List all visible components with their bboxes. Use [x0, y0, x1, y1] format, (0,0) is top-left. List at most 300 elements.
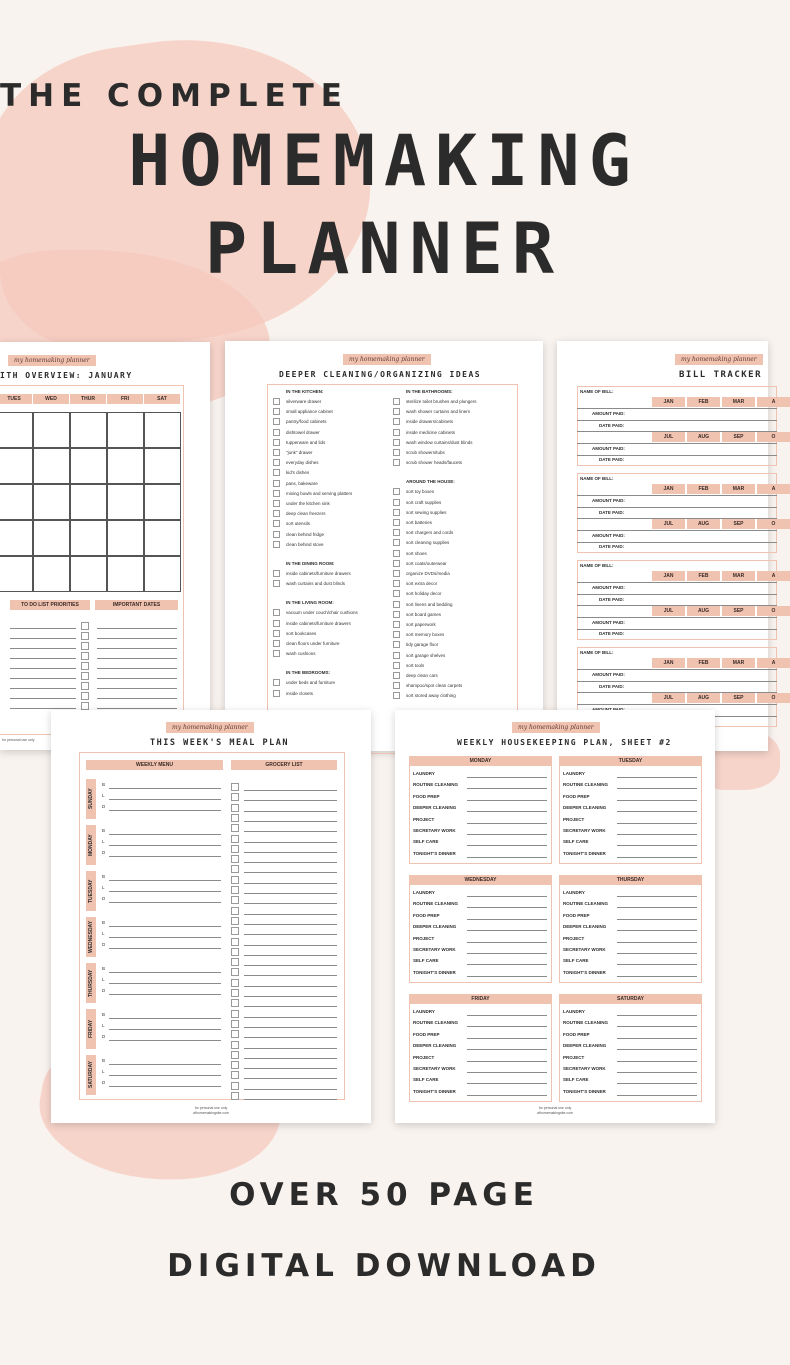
month-header: JAN	[652, 658, 685, 668]
task-label: FOOD PREP	[413, 793, 440, 799]
task-line	[617, 976, 697, 977]
day-header: MONDAY	[409, 756, 552, 766]
grocery-line	[244, 842, 337, 843]
task-label: SECRETARY WORK	[563, 1066, 606, 1071]
meal-day-label: SATURDAY	[86, 1055, 96, 1095]
task-label: SELF CARE	[413, 839, 439, 845]
checkbox	[273, 429, 280, 436]
task-line	[467, 907, 547, 908]
task-line	[617, 777, 697, 778]
date-label: DATE PAID:	[599, 684, 625, 689]
meal-day-label: FRIDAY	[86, 1009, 96, 1049]
task-item: wash curtains and dust blinds	[286, 581, 346, 587]
calendar-cell	[70, 412, 107, 448]
meal-letter: L	[102, 931, 105, 936]
grocery-line	[244, 862, 337, 863]
checkbox	[393, 439, 400, 446]
month-header: JAN	[652, 484, 685, 494]
task-label: DEEPER CLEANING	[413, 924, 457, 930]
task-line	[617, 834, 697, 835]
task-label: ROUTINE CLEANING	[413, 1020, 458, 1026]
task-line	[467, 1026, 547, 1027]
task-line	[467, 919, 547, 920]
task-item: inside medicine cabinets	[406, 429, 456, 435]
grocery-checkbox	[231, 1061, 239, 1069]
date-line	[97, 638, 177, 639]
grocery-line	[244, 1048, 337, 1049]
grid-line	[577, 617, 777, 618]
grocery-checkbox	[231, 999, 239, 1007]
task-item: deep clean freezers	[286, 511, 326, 517]
month-header: O	[757, 432, 790, 442]
meal-line	[109, 834, 221, 835]
meal-letter: B	[102, 1058, 106, 1063]
task-line	[617, 1049, 697, 1050]
grocery-line	[244, 955, 337, 956]
task-line	[617, 1072, 697, 1073]
checkbox	[273, 630, 280, 637]
grocery-checkbox	[231, 835, 239, 843]
checkbox	[393, 459, 400, 466]
task-label: PROJECT	[563, 1054, 585, 1060]
day-header: TUES	[0, 394, 32, 404]
task-label: PROJECT	[563, 816, 585, 822]
calendar-cell	[107, 412, 144, 448]
deep-title: DEEPER CLEANING/ORGANIZING IDEAS	[279, 370, 482, 379]
task-label: LAUNDRY	[563, 1009, 585, 1014]
grid-line	[577, 408, 777, 409]
date-label: DATE PAID:	[599, 423, 625, 428]
checkbox	[273, 418, 280, 425]
task-label: LAUNDRY	[563, 890, 585, 895]
meal-plan-sheet	[51, 710, 371, 1123]
promo-pages: OVER 50 PAGE	[229, 1177, 539, 1213]
grocery-checkbox	[231, 1010, 239, 1018]
meal-line	[109, 856, 221, 857]
task-line	[467, 976, 547, 977]
meal-letter: D	[102, 988, 106, 993]
calendar-cell	[144, 484, 181, 520]
month-header: FEB	[687, 658, 720, 668]
task-line	[617, 1026, 697, 1027]
footnote: for personal use only	[194, 1106, 228, 1110]
task-line	[617, 953, 697, 954]
calendar-cell	[70, 556, 107, 592]
meal-day-label: SUNDAY	[86, 779, 96, 819]
grocery-checkbox	[231, 1030, 239, 1038]
task-item: shampoo/spot clean carpets	[406, 683, 463, 689]
todo-line	[10, 678, 76, 679]
task-item: silverware drawer	[286, 399, 322, 404]
amount-label: AMOUNT PAID:	[592, 620, 625, 625]
footnote: for personal use only	[2, 738, 35, 742]
meal-letter: L	[102, 1023, 105, 1028]
grocery-checkbox	[231, 1071, 239, 1079]
checkbox	[273, 459, 280, 466]
grocery-checkbox	[231, 927, 239, 935]
task-label: ROUTINE CLEANING	[563, 782, 608, 788]
bill-name-label: NAME OF BILL:	[580, 563, 614, 568]
task-line	[617, 788, 697, 789]
checkbox	[393, 621, 400, 628]
task-item: pans, bakeware	[286, 480, 318, 486]
month-header: AUG	[687, 519, 720, 529]
grocery-line	[244, 852, 337, 853]
grocery-line	[244, 811, 337, 812]
planner-tag: my homemaking planner	[343, 354, 431, 365]
grocery-checkbox	[231, 865, 239, 873]
calendar-cell	[107, 484, 144, 520]
group-heading: IN THE LIVING ROOM:	[286, 600, 334, 606]
month-header: FEB	[687, 571, 720, 581]
grid-line	[577, 455, 777, 456]
task-item: wash window curtains/dust blinds	[406, 439, 473, 445]
promo-download: DIGITAL DOWNLOAD	[167, 1248, 601, 1284]
day-header: SAT	[144, 394, 180, 404]
grocery-checkbox	[231, 783, 239, 791]
meal-day-label: TUESDAY	[86, 871, 96, 911]
task-item: tidy garage floor	[406, 642, 439, 648]
task-line	[467, 964, 547, 965]
task-item: sort chargers and cords	[406, 530, 454, 536]
headline-planner: PLANNER	[204, 208, 563, 290]
task-item: everyday dishes	[286, 460, 319, 466]
grocery-line	[244, 821, 337, 822]
grocery-line	[244, 924, 337, 925]
bill-name-label: NAME OF BILL:	[580, 476, 614, 481]
grocery-line	[244, 1078, 337, 1079]
task-label: TONIGHT'S DINNER	[563, 1088, 606, 1094]
task-line	[467, 1038, 547, 1039]
checkbox	[273, 640, 280, 647]
task-line	[467, 1049, 547, 1050]
grocery-line	[244, 1099, 337, 1100]
grocery-checkbox	[231, 886, 239, 894]
task-line	[617, 930, 697, 931]
task-label: ROUTINE CLEANING	[413, 782, 458, 788]
group-heading: IN THE BATHROOMS:	[406, 389, 453, 394]
task-item: inside cabinets/furniture drawers	[286, 620, 351, 626]
task-item: wash shower curtains and liners	[406, 409, 471, 415]
task-label: SELF CARE	[413, 1077, 439, 1083]
checkbox	[393, 519, 400, 526]
checkbox	[393, 449, 400, 456]
meal-letter: B	[102, 1012, 106, 1017]
task-label: ROUTINE CLEANING	[563, 901, 608, 907]
grocery-checkbox	[231, 1092, 239, 1100]
grocery-checkbox	[231, 917, 239, 925]
meal-line	[109, 937, 221, 938]
meal-line	[109, 810, 221, 811]
meal-title: THIS WEEK'S MEAL PLAN	[150, 738, 289, 748]
task-item: deep clean cars	[406, 673, 438, 678]
day-header: WED	[33, 394, 69, 404]
todo-line	[10, 668, 76, 669]
checkbox	[81, 692, 89, 700]
task-line	[467, 834, 547, 835]
meal-day-label: WEDNESDAY	[86, 917, 96, 957]
task-label: FOOD PREP	[563, 793, 590, 799]
checkbox	[81, 622, 89, 630]
task-item: sort craft supplies	[406, 499, 442, 505]
calendar-cell	[107, 520, 144, 556]
checkbox	[273, 480, 280, 487]
task-line	[467, 800, 547, 801]
grocery-checkbox	[231, 1041, 239, 1049]
checkbox	[393, 560, 400, 567]
task-line	[617, 811, 697, 812]
meal-letter: L	[102, 839, 105, 844]
task-label: TONIGHT'S DINNER	[413, 1088, 456, 1094]
checkbox	[273, 490, 280, 497]
task-item: under beds and furniture	[286, 680, 336, 686]
checkbox	[393, 488, 400, 495]
checkbox	[393, 499, 400, 506]
task-item: organize DVDs/media	[406, 571, 450, 576]
grocery-line	[244, 914, 337, 915]
grocery-checkbox	[231, 989, 239, 997]
meal-letter: L	[102, 793, 105, 798]
meal-day-label: MONDAY	[86, 825, 96, 865]
grid-line	[577, 669, 777, 670]
grocery-checkbox	[231, 968, 239, 976]
task-item: dishtowel drawer	[286, 429, 320, 435]
meal-line	[109, 799, 221, 800]
month-header: MAR	[722, 571, 755, 581]
calendar-cell	[33, 556, 70, 592]
grid-line	[577, 629, 777, 630]
checkbox	[393, 692, 400, 699]
task-label: PROJECT	[413, 935, 435, 941]
task-label: FOOD PREP	[563, 1031, 590, 1037]
amount-label: AMOUNT PAID:	[592, 498, 625, 503]
month-header: JUL	[652, 519, 685, 529]
meal-letter: D	[102, 804, 106, 809]
task-label: TONIGHT'S DINNER	[563, 850, 606, 856]
group-heading: AROUND THE HOUSE:	[406, 479, 455, 485]
calendar-cell	[33, 520, 70, 556]
meal-line	[109, 788, 221, 789]
grocery-checkbox	[231, 824, 239, 832]
month-title: ITH OVERVIEW: JANUARY	[0, 371, 133, 380]
meal-line	[109, 926, 221, 927]
task-item: sort extra decor	[406, 581, 438, 587]
task-item: sort paperwork	[406, 622, 436, 627]
month-header: JUL	[652, 693, 685, 703]
month-header: FEB	[687, 484, 720, 494]
task-item: sterilize toilet brushes and plungers	[406, 399, 477, 404]
task-line	[617, 845, 697, 846]
dates-header: IMPORTANT DATES	[95, 600, 178, 610]
date-line	[97, 668, 177, 669]
calendar-cell	[33, 484, 70, 520]
calendar-cell	[33, 448, 70, 484]
checkbox	[393, 429, 400, 436]
meal-letter: D	[102, 1034, 106, 1039]
task-line	[617, 823, 697, 824]
month-header: MAR	[722, 397, 755, 407]
task-line	[617, 1083, 697, 1084]
amount-label: AMOUNT PAID:	[592, 672, 625, 677]
grid-line	[577, 443, 777, 444]
task-label: LAUNDRY	[413, 1009, 435, 1014]
task-item: under the kitchen sink	[286, 501, 330, 506]
meal-letter: B	[102, 828, 106, 833]
calendar-cell	[70, 448, 107, 484]
month-header: MAR	[722, 484, 755, 494]
calendar-cell	[0, 448, 33, 484]
checkbox	[393, 529, 400, 536]
todo-line	[10, 708, 76, 709]
task-item: "junk" drawer	[286, 450, 313, 455]
task-label: PROJECT	[413, 1054, 435, 1060]
footnote-site: afhomemakingsite.com	[537, 1111, 573, 1115]
todo-line	[10, 638, 76, 639]
task-label: SECRETARY WORK	[413, 828, 456, 833]
planner-tag: my homemaking planner	[675, 354, 763, 365]
grocery-line	[244, 831, 337, 832]
calendar-cell	[33, 412, 70, 448]
month-header: A	[757, 397, 790, 407]
month-overview-sheet	[0, 342, 210, 750]
checkbox	[81, 652, 89, 660]
task-line	[617, 942, 697, 943]
grocery-line	[244, 965, 337, 966]
task-item: clean behind fridge	[286, 531, 325, 537]
checkbox	[273, 690, 280, 697]
task-line	[617, 1038, 697, 1039]
grid-line	[577, 582, 777, 583]
month-header: O	[757, 519, 790, 529]
checkbox	[81, 642, 89, 650]
checkbox	[273, 520, 280, 527]
task-line	[467, 896, 547, 897]
task-line	[617, 1061, 697, 1062]
meal-day-label: THURSDAY	[86, 963, 96, 1003]
checkbox	[81, 672, 89, 680]
task-label: TONIGHT'S DINNER	[413, 850, 456, 856]
month-header: AUG	[687, 693, 720, 703]
day-header: FRIDAY	[409, 994, 552, 1004]
grid-line	[577, 507, 777, 508]
group-heading: IN THE KITCHEN:	[286, 389, 324, 394]
meal-letter: L	[102, 977, 105, 982]
calendar-cell	[107, 448, 144, 484]
grocery-line	[244, 1006, 337, 1007]
planner-tag: my homemaking planner	[512, 722, 600, 733]
todo-line	[10, 698, 76, 699]
grocery-checkbox	[231, 896, 239, 904]
task-line	[467, 811, 547, 812]
todo-line	[10, 648, 76, 649]
grocery-line	[244, 986, 337, 987]
bill-title: BILL TRACKER	[679, 370, 763, 380]
date-line	[97, 658, 177, 659]
grid-line	[577, 704, 777, 705]
task-line	[467, 1072, 547, 1073]
task-item: clean behind stove	[286, 541, 324, 547]
date-label: DATE PAID:	[599, 597, 625, 602]
task-label: FOOD PREP	[563, 912, 590, 918]
task-line	[467, 930, 547, 931]
housekeeping-sheet	[395, 710, 715, 1123]
checkbox	[273, 439, 280, 446]
checkbox	[273, 531, 280, 538]
task-item: sort utensils	[286, 521, 311, 527]
task-line	[617, 964, 697, 965]
checkbox	[393, 509, 400, 516]
planner-tag: my homemaking planner	[8, 355, 96, 366]
task-label: SELF CARE	[563, 839, 589, 845]
calendar-cell	[144, 520, 181, 556]
task-item: kid's dishes	[286, 470, 310, 476]
meal-letter: B	[102, 874, 106, 879]
grocery-checkbox	[231, 907, 239, 915]
month-header: JUL	[652, 432, 685, 442]
date-line	[97, 708, 177, 709]
task-label: LAUNDRY	[563, 771, 585, 776]
meal-line	[109, 902, 221, 903]
task-item: sort shoes	[406, 550, 427, 556]
checkbox	[393, 539, 400, 546]
task-item: inside cabinets/furniture drawers	[286, 571, 351, 576]
task-line	[467, 1061, 547, 1062]
group-heading: IN THE BEDROOMS:	[286, 670, 331, 676]
grocery-checkbox	[231, 855, 239, 863]
grocery-line	[244, 1089, 337, 1090]
meal-line	[109, 845, 221, 846]
meal-line	[109, 972, 221, 973]
task-line	[467, 823, 547, 824]
grocery-checkbox	[231, 845, 239, 853]
checkbox	[273, 541, 280, 548]
checkbox	[393, 590, 400, 597]
meal-line	[109, 1029, 221, 1030]
task-item: vacuum under couch/chair cushions	[286, 610, 358, 616]
checkbox	[273, 449, 280, 456]
grocery-checkbox	[231, 1082, 239, 1090]
grid-line	[577, 431, 777, 432]
task-label: TONIGHT'S DINNER	[413, 969, 456, 975]
date-line	[97, 648, 177, 649]
calendar-cell	[0, 412, 33, 448]
grocery-checkbox	[231, 1020, 239, 1028]
date-line	[97, 678, 177, 679]
checkbox	[273, 679, 280, 686]
task-item: sort sewing supplies	[406, 509, 447, 515]
headline-top: THE COMPLETE	[0, 78, 349, 114]
month-header: SEP	[722, 432, 755, 442]
day-header: THURSDAY	[559, 875, 702, 885]
grocery-line	[244, 883, 337, 884]
grocery-checkbox	[231, 938, 239, 946]
checkbox	[393, 611, 400, 618]
task-item: sort coats/outerwear	[406, 560, 447, 566]
grid-line	[577, 542, 777, 543]
date-label: DATE PAID:	[599, 631, 625, 636]
month-header: FEB	[687, 397, 720, 407]
task-label: FOOD PREP	[413, 1031, 440, 1037]
checkbox	[393, 418, 400, 425]
headline-main: HOMEMAKING	[128, 120, 640, 202]
grocery-line	[244, 1027, 337, 1028]
task-item: tupperware and lids	[286, 439, 326, 445]
checkbox	[273, 570, 280, 577]
amount-label: AMOUNT PAID:	[592, 533, 625, 538]
meal-letter: D	[102, 896, 106, 901]
day-header: WEDNESDAY	[409, 875, 552, 885]
grid-line	[577, 594, 777, 595]
